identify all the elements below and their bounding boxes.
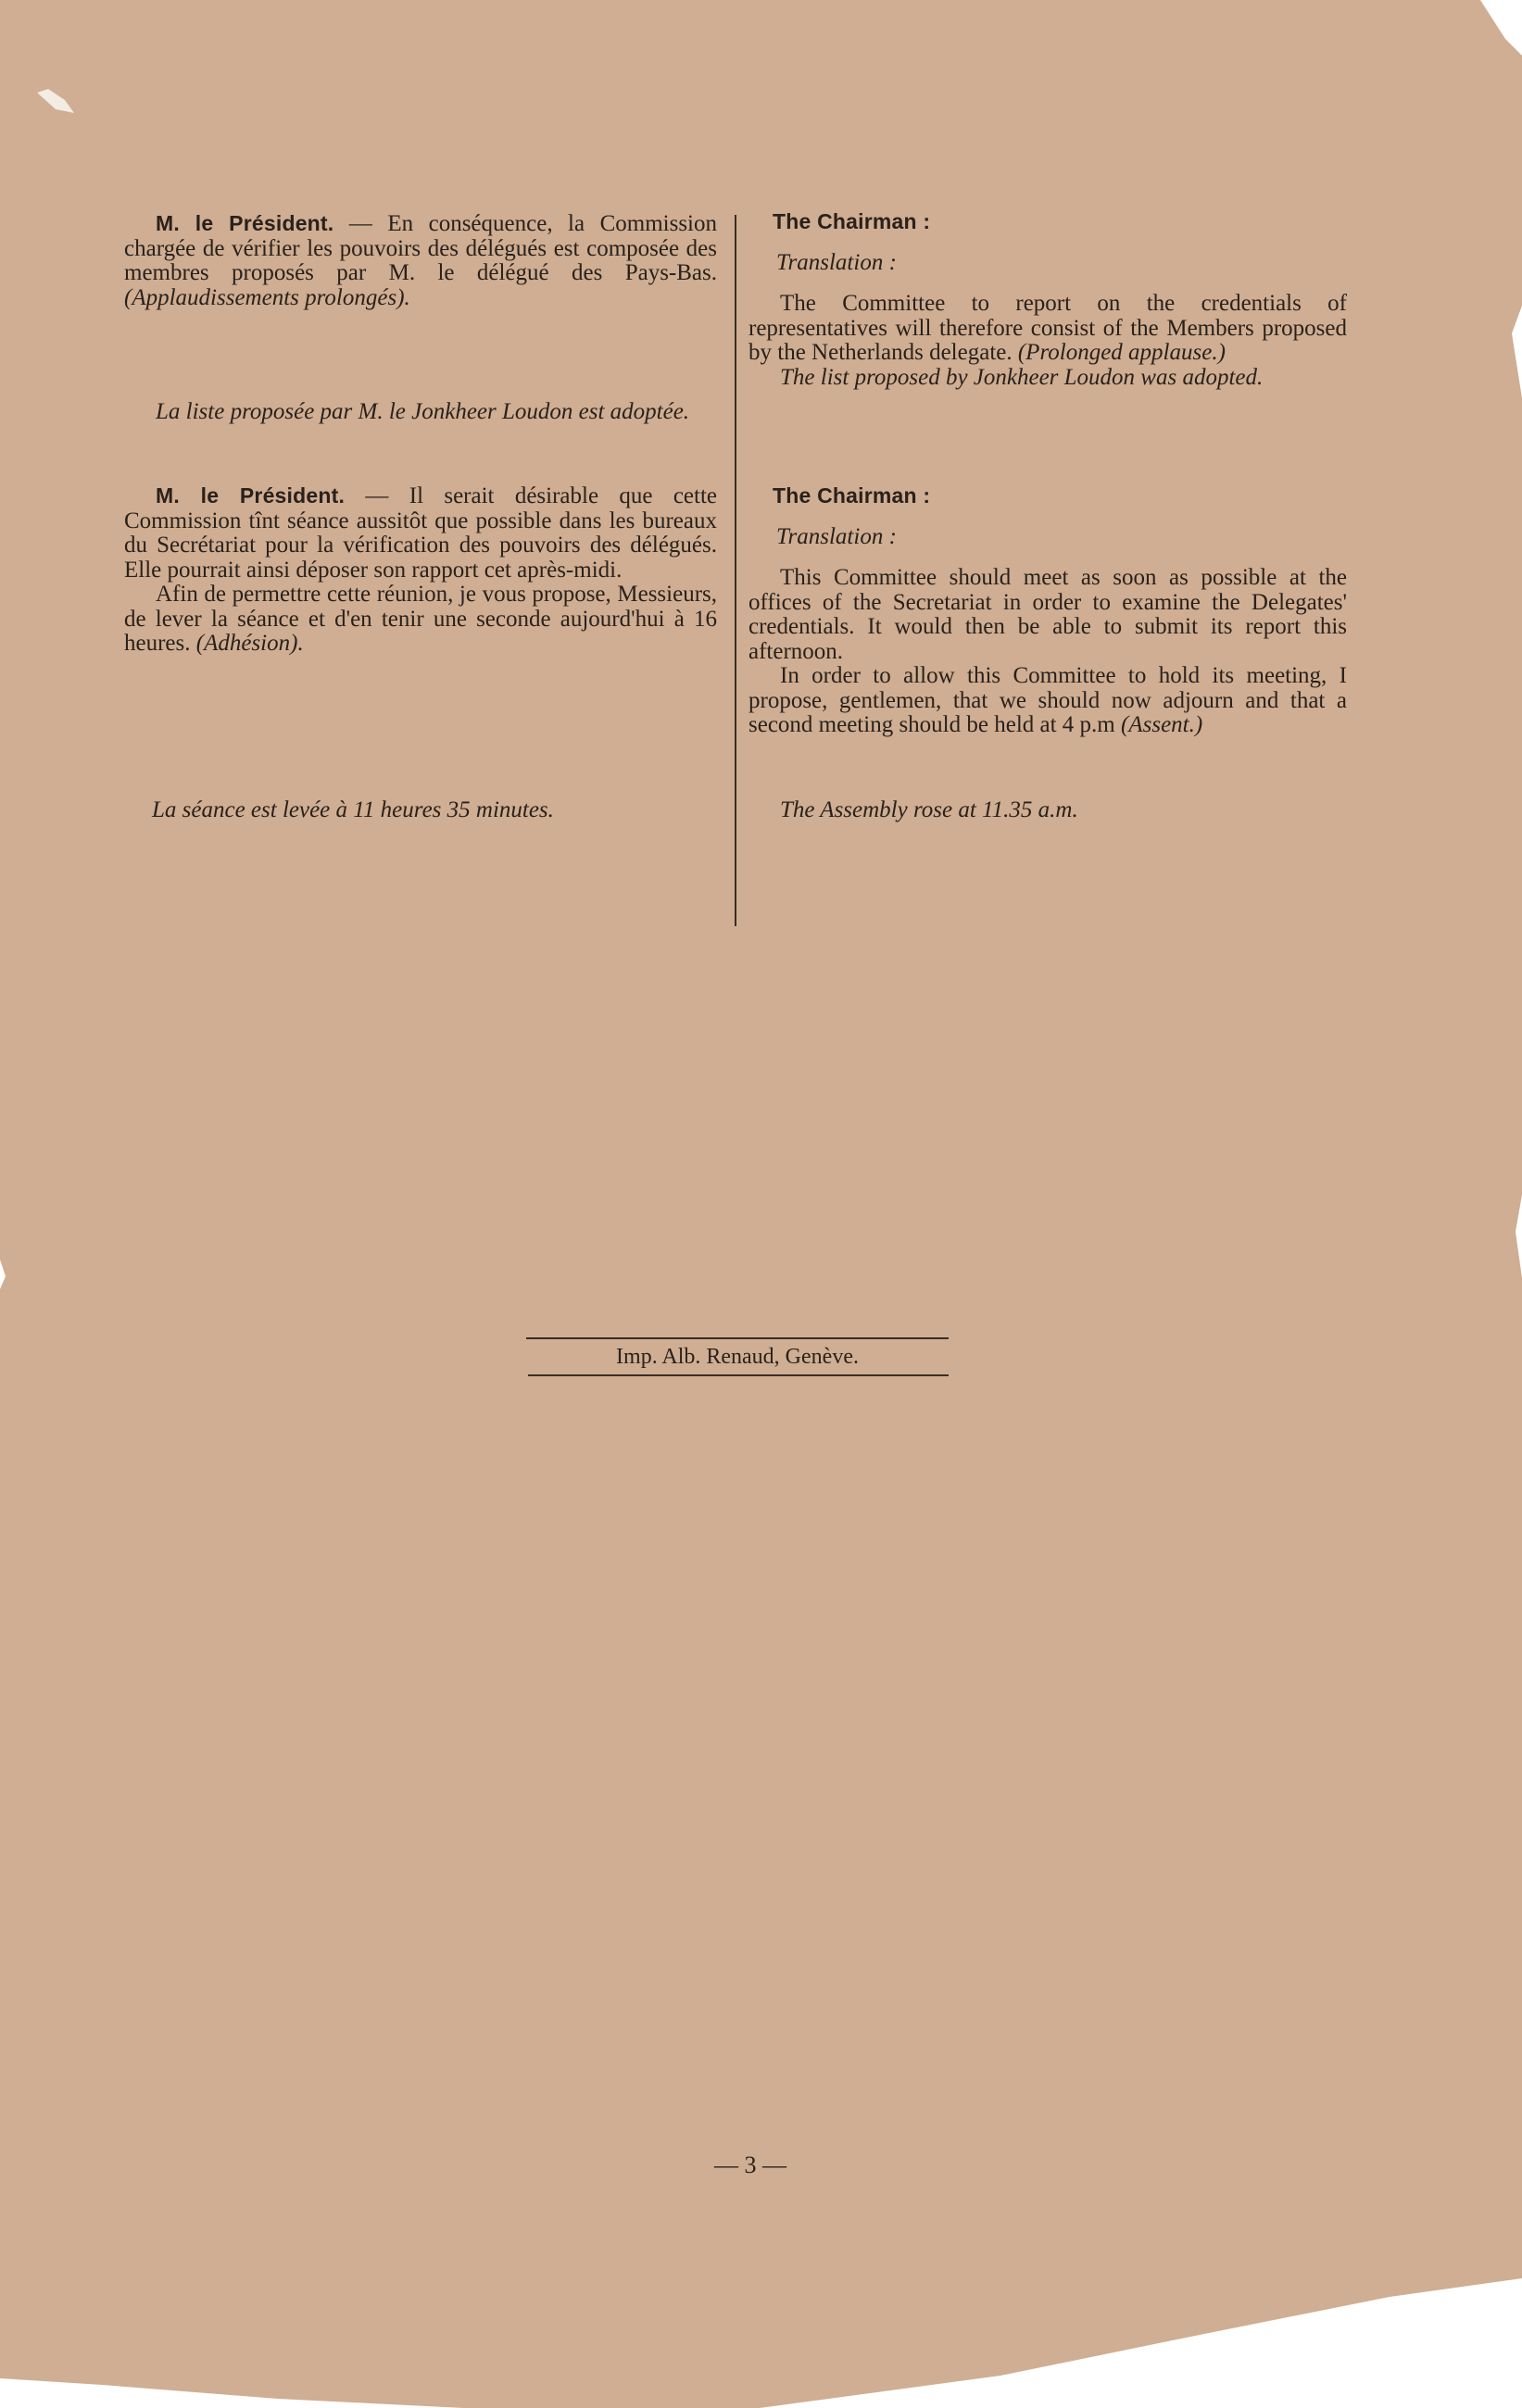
- speaker-label: M. le Président.: [156, 211, 334, 235]
- left-paragraph-list-adopted: La liste proposée par M. le Jonkheer Loudon est adoptée.: [156, 399, 690, 424]
- stage-note: (Adhésion).: [195, 631, 304, 656]
- column-divider: [735, 215, 736, 926]
- right-closing-line: The Assembly rose at 11.35 a.m.: [780, 797, 1078, 822]
- right-paragraph-chairman-1: The Chairman : Translation : The Committee to report on the credentials of representatives will therefore consist of the Members proposed by the Netherlands delegate. (Prolonged applause.) The list proposed by Jonkheer Loudon was adopted.: [748, 209, 1347, 390]
- list-adopted-line: The list proposed by Jonkheer Loudon was adopted.: [780, 364, 1264, 390]
- translation-label: Translation :: [776, 523, 897, 549]
- stage-note: (Assent.): [1121, 712, 1203, 737]
- left-paragraph-president-1: M. le Président. — En conséquence, la Commission chargée de vérifier les pouvoirs des délégués est composée des membres proposés par M. le délégué des Pays-Bas. (Applaudissements prolongés).: [124, 211, 717, 310]
- stage-note: (Prolonged applause.): [1017, 340, 1226, 365]
- left-paragraph-president-2: M. le Président. — Il serait désirable que cette Commission tînt séance aussitôt que possible dans les bureaux du Secrétariat pour la vérification des pouvoirs des délégués. Elle pourrait ainsi déposer son rapport cet après-midi. Afin de permettre cette réunion, je vous propose, Messieurs, de lever la séance et d'en tenir une seconde aujourd'hui à 16 heures. (Adhésion).: [124, 483, 718, 656]
- imprint-rule-top: [526, 1337, 949, 1339]
- stage-note: (Applaudissements prolongés).: [124, 284, 410, 310]
- page-number: — 3 —: [714, 2151, 786, 2178]
- speaker-label: The Chairman :: [773, 483, 931, 508]
- right-paragraph-chairman-2: The Chairman : Translation : This Committee should meet as soon as possible at the offices of the Secretariat in order to examine the Delegates' credentials. It would then be able to submit its report this afternoon. In order to allow this Committee to hold its meeting, I propose, gentlemen, that we should now adjourn and that a second meeting should be held at 4 p.m (Assent.): [748, 483, 1347, 737]
- imprint-rule-bottom: [528, 1374, 949, 1376]
- printer-imprint: Imp. Alb. Renaud, Genève.: [616, 1345, 859, 1369]
- speaker-label: The Chairman :: [773, 209, 931, 233]
- left-closing-line: La séance est levée à 11 heures 35 minutes.: [152, 797, 554, 822]
- speaker-label: M. le Président.: [156, 483, 346, 508]
- translation-label: Translation :: [776, 249, 897, 275]
